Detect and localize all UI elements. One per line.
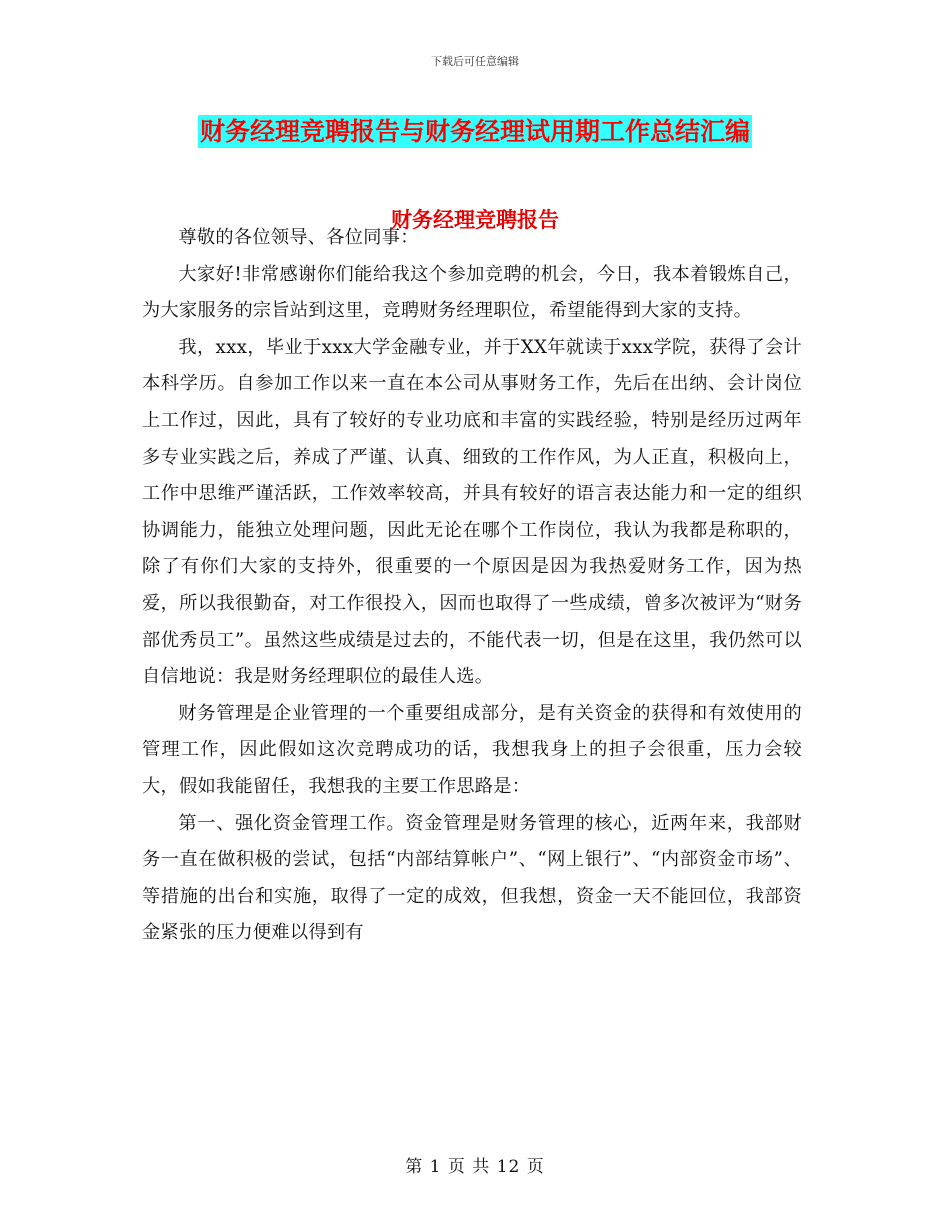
- document-title-text: 财务经理竞聘报告与财务经理试用期工作总结汇编: [199, 117, 750, 146]
- section-title: 财务经理竞聘报告: [391, 207, 559, 232]
- salutation-paragraph: 尊敬的各位领导、各位同事：: [178, 227, 419, 248]
- body-paragraph: 第一、强化资金管理工作。资金管理是财务管理的核心，近两年来，我部财务一直在做积极的尝试，包括“内部结算帐户”、“网上银行”、“内部资金市场”、等措施的出台和实施，取得了一定的成效，但我想，资金一天不能回位，我部资金紧张的压力便难以得到有: [142, 812, 802, 944]
- body-paragraph: 我，xxx，毕业于xxx大学金融专业，并于XX年就读于xxx学院，获得了会计本科学历。自参加工作以来一直在本公司从事财务工作，先后在出纳、会计岗位上工作过，因此，具有了较好的专业功底和丰富的实践经验，特别是经历过两年多专业实践之后，养成了严谨、认真、细致的工作作风，为人正直，积极向上，工作中思维严谨活跃，工作效率较高，并具有较好的语言表达能力和一定的组织协调能力，能独立处理问题，因此无论在哪个工作岗位，我认为我都是称职的，除了有你们大家的支持外，很重要的一个原因是因为我热爱财务工作，因为热爱，所以我很勤奋，对工作很投入，因而也取得了一些成绩，曾多次被评为“财务部优秀员工”。虽然这些成绩是过去的，不能代表一切，但是在这里，我仍然可以自信地说：我是财务经理职位的最佳人选。: [142, 336, 802, 688]
- page-footer: 第 1 页 共 12 页: [405, 1157, 545, 1177]
- body-paragraph: 大家好!非常感谢你们能给我这个参加竞聘的机会，今日，我本着锻炼自己，为大家服务的宗旨站到这里，竞聘财务经理职位，希望能得到大家的支持。: [142, 263, 802, 322]
- document-title: [0, 112, 950, 148]
- document-body: [142, 220, 802, 952]
- body-paragraph: 财务管理是企业管理的一个重要组成部分，是有关资金的获得和有效使用的管理工作，因此假如这次竞聘成功的话，我想我身上的担子会很重，压力会较大，假如我能留任，我想我的主要工作思路是：: [142, 702, 802, 797]
- header-note: 下载后可任意编辑: [431, 55, 519, 68]
